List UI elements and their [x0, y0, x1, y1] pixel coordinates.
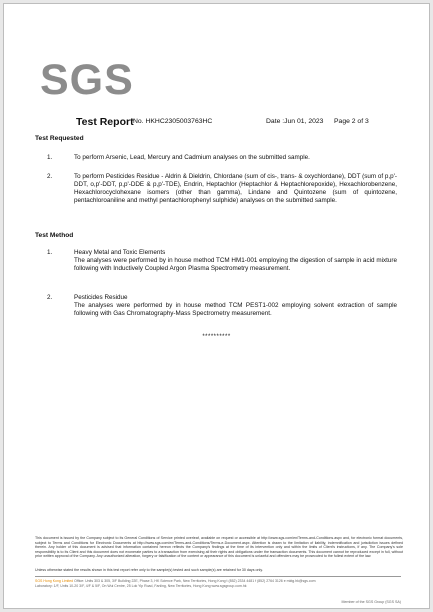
- report-header: [76, 116, 409, 130]
- method-text: The analyses were performed by in house method TCM PEST1-002 employing solvent extraction of sample following with Gas Chromatography-Mass Spectrometry measurement.: [74, 302, 397, 317]
- list-item: [47, 249, 397, 279]
- page-number: Page 2 of 3: [334, 118, 369, 125]
- test-requested-heading: Test Requested: [35, 135, 84, 142]
- report-title: Test Report: [76, 116, 134, 128]
- report-number: No. HKHC2305003763HC: [133, 118, 213, 125]
- test-method-heading: Test Method: [35, 232, 74, 239]
- item-number: 1.: [47, 249, 53, 256]
- list-item: [47, 173, 397, 217]
- footer-disclaimer: This document is issued by the Company subject to its General Conditions of Service printed overleaf, available on request or accessible at http://www.sgs.com/en/Terms-and-Conditions.aspx and, for electronic format documents, subject to Terms and Conditions for Electronic Documents at http://www.sgs.com/en/Terms-and-Conditions/Terms-e-Document.aspx. Attention is drawn to the limitation of liability, indemnification and jurisdiction issues defined therein. Any holder of this document is advised that information contained hereon reflects the Company's findings at the time of its intervention only and within the limits of Client's instructions, if any. The Company's sole responsibility is to its Client and this document does not exonerate parties to a transaction from exercising all their rights and obligations under the transaction documents. This document cannot be reproduced except in full, without prior written approval of the Company. Any unauthorized alteration, forgery or falsification of the content or appearance of this document is unlawful and offenders may be prosecuted to the fullest extent of the law.: [35, 536, 403, 559]
- method-title: Pesticides Residue: [74, 294, 128, 301]
- list-item: [47, 294, 397, 324]
- report-date: Date :Jun 01, 2023: [266, 118, 324, 125]
- item-number: 2.: [47, 294, 53, 301]
- footer-note: Unless otherwise stated the results shown in this test report refer only to the sample(s) tested and such sample(s) are retained for 30 days only.: [35, 568, 263, 572]
- item-number: 2.: [47, 173, 53, 180]
- item-text: To perform Arsenic, Lead, Mercury and Cadmium analyses on the submitted sample.: [74, 154, 310, 161]
- report-page: [3, 3, 430, 609]
- member-note: Member of the SGS Group (SGS SA): [341, 600, 401, 604]
- end-marker: **********: [202, 334, 231, 340]
- sgs-logo: SGS: [40, 56, 134, 104]
- lab-address: Laboratory: 1/F, Units 10-20 3/F, 4/F & 5/F, On Wui Centre, 25 Lok Yip Road, Fanling, New Territories, Hong Kong www.sgsgroup.com.hk: [35, 584, 247, 588]
- office-address: Office: Units 303 & 305, 3/F Building 22E, Phase 3, HK Science Park, New Territories, Hong Kong t (852) 2334 4481 f (852) 2764 3126 e mktg.hk@sgs.com: [74, 579, 316, 583]
- item-number: 1.: [47, 154, 53, 161]
- footer-address: [35, 579, 405, 589]
- method-title: Heavy Metal and Toxic Elements: [74, 249, 166, 256]
- company-name: SGS Hong Kong Limited: [35, 579, 74, 583]
- list-item: [47, 154, 397, 164]
- footer-divider: [35, 576, 401, 577]
- method-text: The analyses were performed by in house method TCM HM1-001 employing the digestion of sample in acid mixture following with Inductively Coupled Argon Plasma Spectrometry measurement.: [74, 257, 397, 272]
- item-text: To perform Pesticides Residue - Aldrin & Dieldrin, Chlordane (sum of cis-, trans- & oxychlordane), DDT (sum of p,p'-DDT, o,p'-DDT, p,p'-DDE & p,p'-TDE), Endrin, Heptachlor (Heptachlor & Heptachlorepoxide), Hexachlorobenzene, Hexachlorocyclohexane isomers (other than gamma), Lindane and Quintozene (sum of quintozene, pentachloroaniline and methyl pentachlorophenyl sulphide) analyses on the submitted sample.: [74, 173, 397, 204]
